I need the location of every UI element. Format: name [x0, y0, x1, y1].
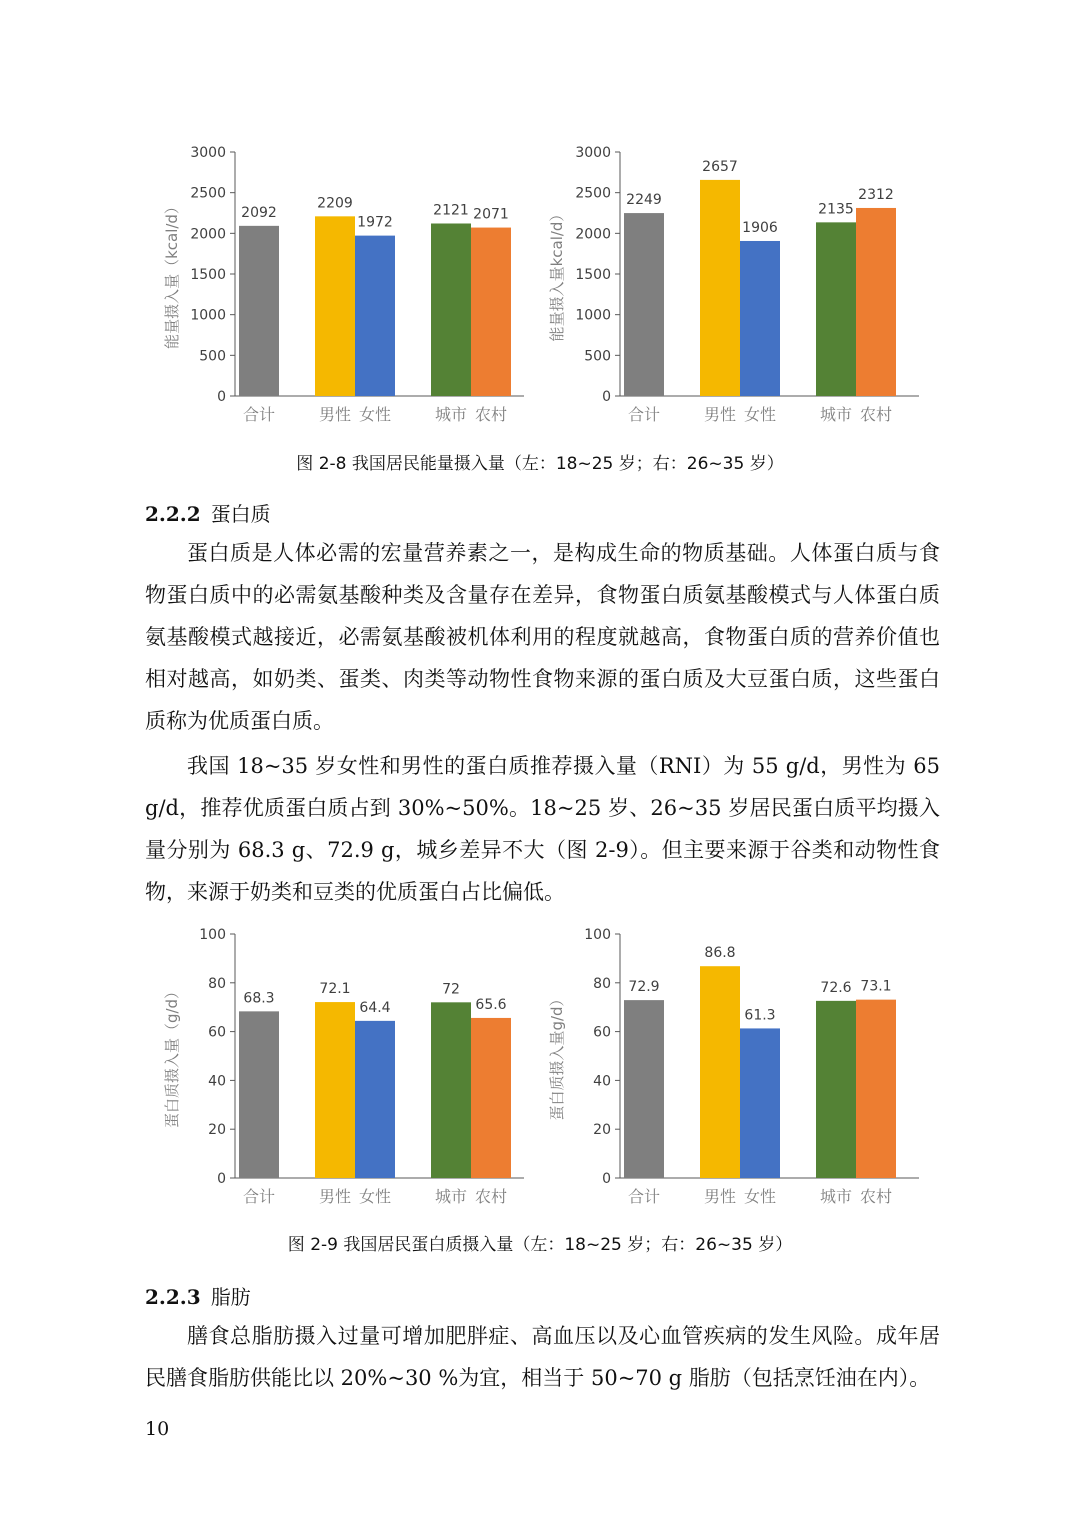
y-tick-label: 1500 [190, 267, 226, 283]
x-category-label: 合计 [242, 1187, 276, 1206]
protein-chart-18-25 [150, 922, 530, 1222]
paragraph-protein-intro: 蛋白质是人体必需的宏量营养素之一，是构成生命的物质基础。人体蛋白质与食物蛋白质中的必需氨基酸种类及含量存在差异，食物蛋白质氨基酸模式与人体蛋白质氨基酸模式越接近，必需氨基酸被机体利用的程度就越高，食物蛋白质的营养价值也相对越高，如奶类、蛋类、肉类等动物性食物来源的蛋白质及大豆蛋白质，这些蛋白质称为优质蛋白质。 [145, 541, 940, 733]
y-tick-label: 1000 [190, 307, 226, 324]
y-tick-label: 60 [593, 1024, 611, 1041]
paragraph-fat: 膳食总脂肪摄入过量可增加肥胖症、高血压以及心血管疾病的发生风险。成年居民膳食脂肪供能比以 20%~30 %为宜，相当于 50~70 g 脂肪（包括烹饪油在内）。 [145, 1324, 940, 1390]
bar-value-label: 1972 [357, 214, 393, 231]
section-title: 脂肪 [210, 1285, 251, 1309]
energy-chart-18-25 [150, 140, 530, 440]
section-heading-fat [145, 1281, 251, 1310]
x-category-label: 男性 [318, 405, 352, 424]
x-category-label: 女性 [358, 405, 392, 424]
x-category-label: 城市 [819, 405, 853, 424]
y-tick-label: 0 [217, 1171, 226, 1187]
x-category-label: 城市 [434, 405, 468, 424]
bar-total [239, 1011, 279, 1178]
x-category-label: 男性 [703, 1187, 737, 1206]
bar-value-label: 72 [442, 981, 460, 998]
bar-female [355, 236, 395, 396]
y-axis-label: 能量摄入量kcal/d） [548, 206, 566, 342]
x-category-label: 农村 [859, 405, 893, 424]
y-axis-label: 能量摄入量（kcal/d） [163, 199, 181, 349]
bar-value-label: 2312 [858, 186, 894, 203]
y-axis-label: 蛋白质摄入量（g/d） [163, 983, 181, 1129]
bar-male [315, 1002, 355, 1178]
bar-rural [856, 208, 896, 396]
bar-total [624, 213, 664, 396]
x-category-label: 男性 [318, 1187, 352, 1206]
y-tick-label: 500 [199, 348, 226, 365]
x-category-label: 合计 [242, 405, 276, 424]
y-tick-label: 0 [602, 1171, 611, 1187]
y-tick-label: 100 [584, 927, 611, 943]
bar-value-label: 1906 [742, 219, 778, 236]
x-category-label: 城市 [434, 1187, 468, 1206]
y-tick-label: 0 [217, 389, 226, 405]
bar-rural [856, 1000, 896, 1178]
y-tick-label: 20 [208, 1122, 226, 1139]
bar-total [239, 226, 279, 396]
y-tick-label: 40 [593, 1073, 611, 1090]
bar-value-label: 72.6 [820, 979, 852, 996]
bar-value-label: 2092 [241, 204, 277, 221]
bar-value-label: 2249 [626, 192, 662, 209]
y-tick-label: 80 [208, 975, 226, 992]
bar-rural [471, 1018, 511, 1178]
bar-value-label: 73.1 [860, 978, 892, 995]
bar-urban [816, 222, 856, 396]
x-category-label: 农村 [474, 405, 508, 424]
y-tick-label: 500 [584, 348, 611, 365]
bar-female [740, 1028, 780, 1178]
bar-urban [431, 223, 471, 396]
bar-value-label: 2657 [702, 158, 738, 175]
figure-2-8-caption: 图 2-8 我国居民能量摄入量（左：18~25 岁；右：26~35 岁） [296, 454, 784, 474]
section-number: 2.2.3 [145, 1285, 201, 1309]
paragraph-protein-rni: 我国 18~35 岁女性和男性的蛋白质推荐摄入量（RNI）为 55 g/d，男性为 65 g/d，推荐优质蛋白质占到 30%~50%。18~25 岁、26~35 岁居民蛋白质平均摄入量分别为 68.3 g、72.9 g，城乡差异不大（图 2-9）。但主要来源于谷类和动物性食物，来源于奶类和豆类的优质蛋白占比偏低。 [145, 754, 940, 904]
y-tick-label: 2500 [190, 185, 226, 202]
bar-value-label: 2071 [473, 206, 509, 223]
bar-value-label: 86.8 [704, 945, 736, 962]
y-tick-label: 40 [208, 1073, 226, 1090]
x-category-label: 男性 [703, 405, 737, 424]
section-title: 蛋白质 [210, 502, 271, 526]
x-category-label: 女性 [743, 405, 777, 424]
y-tick-label: 20 [593, 1122, 611, 1139]
y-tick-label: 100 [199, 927, 226, 943]
energy-chart-26-35 [535, 140, 925, 440]
x-category-label: 女性 [743, 1187, 777, 1206]
x-category-label: 合计 [627, 405, 661, 424]
y-tick-label: 80 [593, 975, 611, 992]
y-tick-label: 2000 [190, 226, 226, 243]
bar-male [700, 966, 740, 1178]
y-tick-label: 3000 [575, 145, 611, 161]
x-category-label: 女性 [358, 1187, 392, 1206]
x-category-label: 农村 [474, 1187, 508, 1206]
bar-value-label: 2209 [317, 195, 353, 212]
y-tick-label: 3000 [190, 145, 226, 161]
bar-value-label: 2121 [433, 202, 469, 219]
bar-urban [431, 1002, 471, 1178]
bar-value-label: 72.9 [628, 979, 660, 996]
bar-male [700, 180, 740, 396]
x-category-label: 农村 [859, 1187, 893, 1206]
bar-value-label: 68.3 [243, 990, 275, 1007]
bar-total [624, 1000, 664, 1178]
figure-2-9-caption: 图 2-9 我国居民蛋白质摄入量（左：18~25 岁；右：26~35 岁） [287, 1235, 793, 1255]
y-tick-label: 2500 [575, 185, 611, 202]
y-tick-label: 1500 [575, 267, 611, 283]
bar-value-label: 64.4 [359, 999, 391, 1016]
bar-male [315, 216, 355, 396]
section-heading-protein [145, 498, 271, 527]
y-tick-label: 1000 [575, 307, 611, 324]
protein-chart-26-35 [535, 922, 925, 1222]
x-category-label: 城市 [819, 1187, 853, 1206]
y-tick-label: 0 [602, 389, 611, 405]
bar-female [355, 1021, 395, 1178]
page-number: 10 [145, 1418, 170, 1440]
bar-urban [816, 1001, 856, 1178]
bar-rural [471, 228, 511, 396]
bar-value-label: 61.3 [744, 1007, 776, 1024]
bar-female [740, 241, 780, 396]
y-axis-label: 蛋白质摄入量g/d） [548, 991, 566, 1121]
bar-value-label: 65.6 [475, 996, 507, 1013]
x-category-label: 合计 [627, 1187, 661, 1206]
y-tick-label: 60 [208, 1024, 226, 1041]
bar-value-label: 72.1 [319, 981, 351, 998]
y-tick-label: 2000 [575, 226, 611, 243]
section-number: 2.2.2 [145, 502, 201, 526]
bar-value-label: 2135 [818, 201, 854, 218]
